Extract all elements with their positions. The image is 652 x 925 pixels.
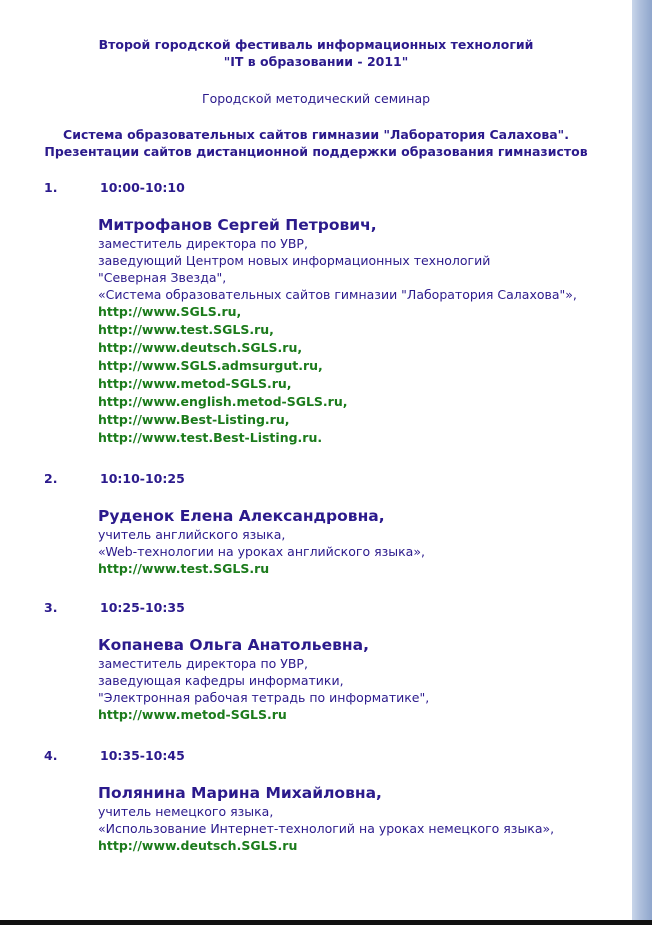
theme-line-1: Система образовательных сайтов гимназии "Лаборатория Салахова". [63,127,569,142]
speaker-detail: учитель немецкого языка, [98,804,274,819]
speaker-detail: «Система образовательных сайтов гимназии "Лаборатория Салахова"», [98,287,577,302]
item-body [98,215,577,447]
item-time: 10:00-10:10 [100,180,185,195]
speaker-name: Руденок Елена Александровна, [98,507,385,525]
speaker-detail: «Использование Интернет-технологий на уроках немецкого языка», [98,821,555,836]
speaker-detail: заместитель директора по УВР, [98,656,308,671]
festival-subtitle: "IT в образовании - 2011" [223,54,409,69]
speaker-detail: «Web-технологии на уроках английского языка», [98,544,425,559]
site-link[interactable]: http://www.metod-SGLS.ru [98,707,287,722]
vertical-scrollbar[interactable] [632,0,652,920]
item-number: 3. [44,600,58,615]
site-link[interactable]: http://www.SGLS.ru, [98,304,242,319]
site-link[interactable]: http://www.Best-Listing.ru, [98,412,290,427]
item-time: 10:25-10:35 [100,600,185,615]
site-link[interactable]: http://www.test.Best-Listing.ru. [98,430,323,445]
site-link[interactable]: http://www.test.SGLS.ru [98,561,270,576]
seminar-title: Городской методический семинар [201,91,431,106]
speaker-detail: учитель английского языка, [98,527,286,542]
speaker-detail: заместитель директора по УВР, [98,236,308,251]
site-link[interactable]: http://www.deutsch.SGLS.ru, [98,340,303,355]
item-body [98,506,425,578]
site-link[interactable]: http://www.metod-SGLS.ru, [98,376,292,391]
speaker-name: Митрофанов Сергей Петрович, [98,216,377,234]
document-header [0,36,632,160]
speaker-detail: "Северная Звезда", [98,270,227,285]
bottom-border [0,920,652,925]
item-number: 1. [44,180,58,195]
item-time: 10:10-10:25 [100,471,185,486]
festival-title: Второй городской фестиваль информационных технологий [98,37,534,52]
theme-line-2: Презентации сайтов дистанционной поддержки образования гимназистов [44,144,588,159]
speaker-name: Полянина Марина Михайловна, [98,784,382,802]
site-link[interactable]: http://www.test.SGLS.ru, [98,322,274,337]
item-number: 4. [44,748,58,763]
site-link[interactable]: http://www.deutsch.SGLS.ru [98,838,298,853]
item-time: 10:35-10:45 [100,748,185,763]
item-body [98,635,429,724]
speaker-name: Копанева Ольга Анатольевна, [98,636,369,654]
speaker-detail: "Электронная рабочая тетрадь по информатике", [98,690,430,705]
item-body [98,783,554,855]
speaker-detail: заведующий Центром новых информационных технологий [98,253,491,268]
speaker-detail: заведующая кафедры информатики, [98,673,344,688]
item-number: 2. [44,471,58,486]
site-link[interactable]: http://www.SGLS.admsurgut.ru, [98,358,323,373]
site-link[interactable]: http://www.english.metod-SGLS.ru, [98,394,348,409]
